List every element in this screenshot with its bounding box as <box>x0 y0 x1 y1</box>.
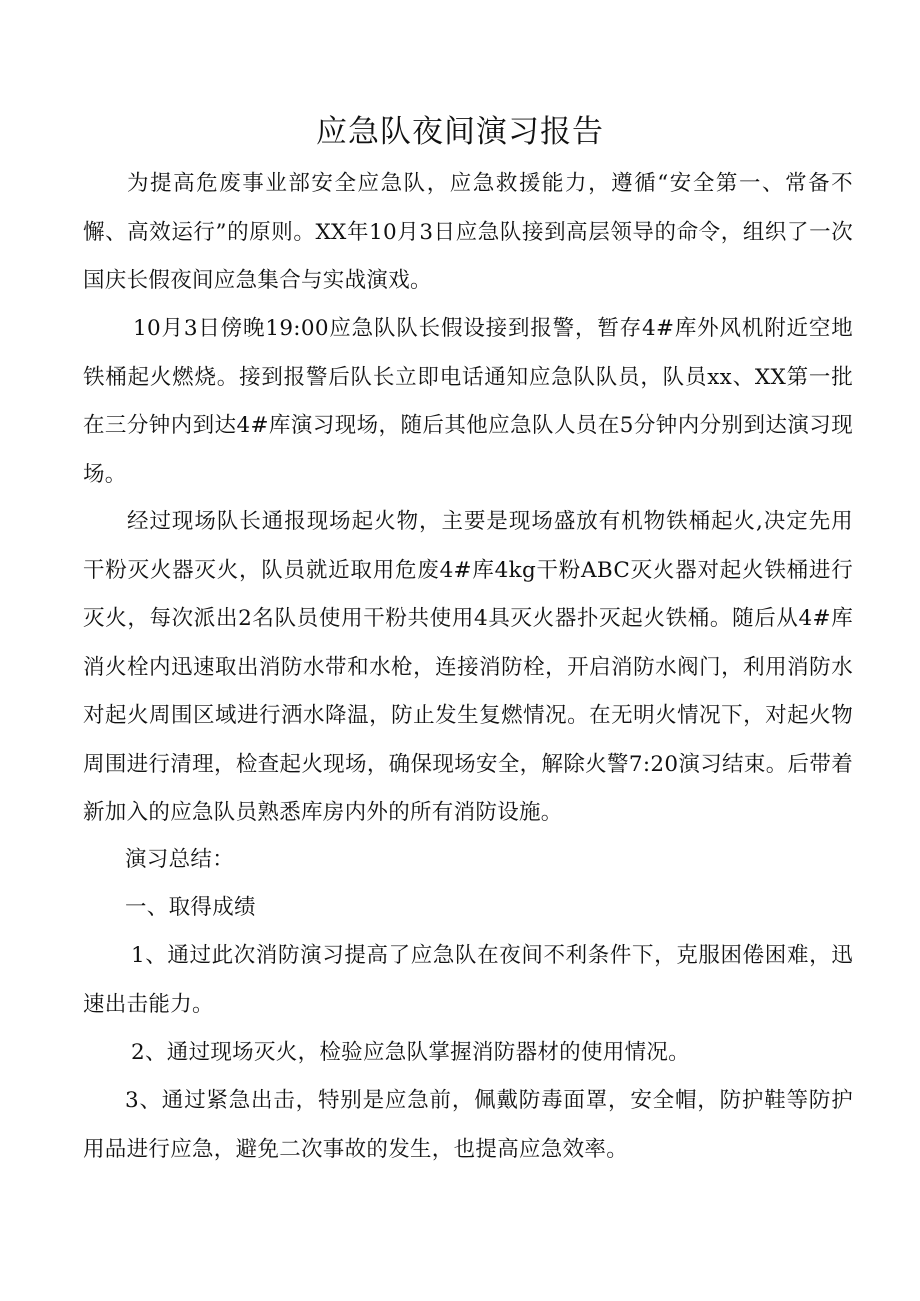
intro-paragraph: 为提高危废事业部安全应急队，应急救援能力，遵循“安全第一、常备不懈、高效运行”的原则。XX年10月3日应急队接到高层领导的命令，组织了一次国庆长假夜间应急集合与实战演戏。 <box>83 171 853 293</box>
firefighting-paragraph: 经过现场队长通报现场起火物，主要是现场盛放有机物铁桶起火,决定先用干粉灭火器灭火，队员就近取用危废4#库4kg干粉ABC灭火器对起火铁桶进行灭火，每次派出2名队员使用干粉共使用4具灭火器扑灭起火铁桶。随后从4#库消火栓内迅速取出消防水带和水枪，连接消防栓，开启消防水阀门，利用消防水对起火周围区域进行洒水降温，防止发生复燃情况。在无明火情况下，对起火物周围进行清理，检查起火现场，确保现场安全，解除火警7:20演习结束。后带着新加入的应急队员熟悉库房内外的所有消防设施。 <box>83 509 853 825</box>
achievement-item-1: 1、通过此次消防演习提高了应急队在夜间不利条件下，克服困倦困难，迅速出击能力。 <box>83 943 853 1017</box>
section-one-heading: 一、取得成绩 <box>125 895 256 920</box>
alarm-paragraph: 10月3日傍晚19:00应急队队长假设接到报警，暂存4#库外风机附近空地铁桶起火燃烧。接到报警后队长立即电话通知应急队队员，队员xx、XX第一批在三分钟内到达4#库演习现场，随后其他应急队人员在5分钟内分别到达演习现场。 <box>83 316 853 487</box>
document-title: 应急队夜间演习报告 <box>316 114 604 150</box>
achievement-item-2: 2、通过现场灭火，检验应急队掌握消防器材的使用情况。 <box>131 1040 690 1065</box>
achievement-item-3: 3、通过紧急出击，特别是应急前，佩戴防毒面罩，安全帽，防护鞋等防护用品进行应急，避免二次事故的发生，也提高应急效率。 <box>83 1088 853 1162</box>
summary-heading: 演习总结： <box>125 847 235 872</box>
